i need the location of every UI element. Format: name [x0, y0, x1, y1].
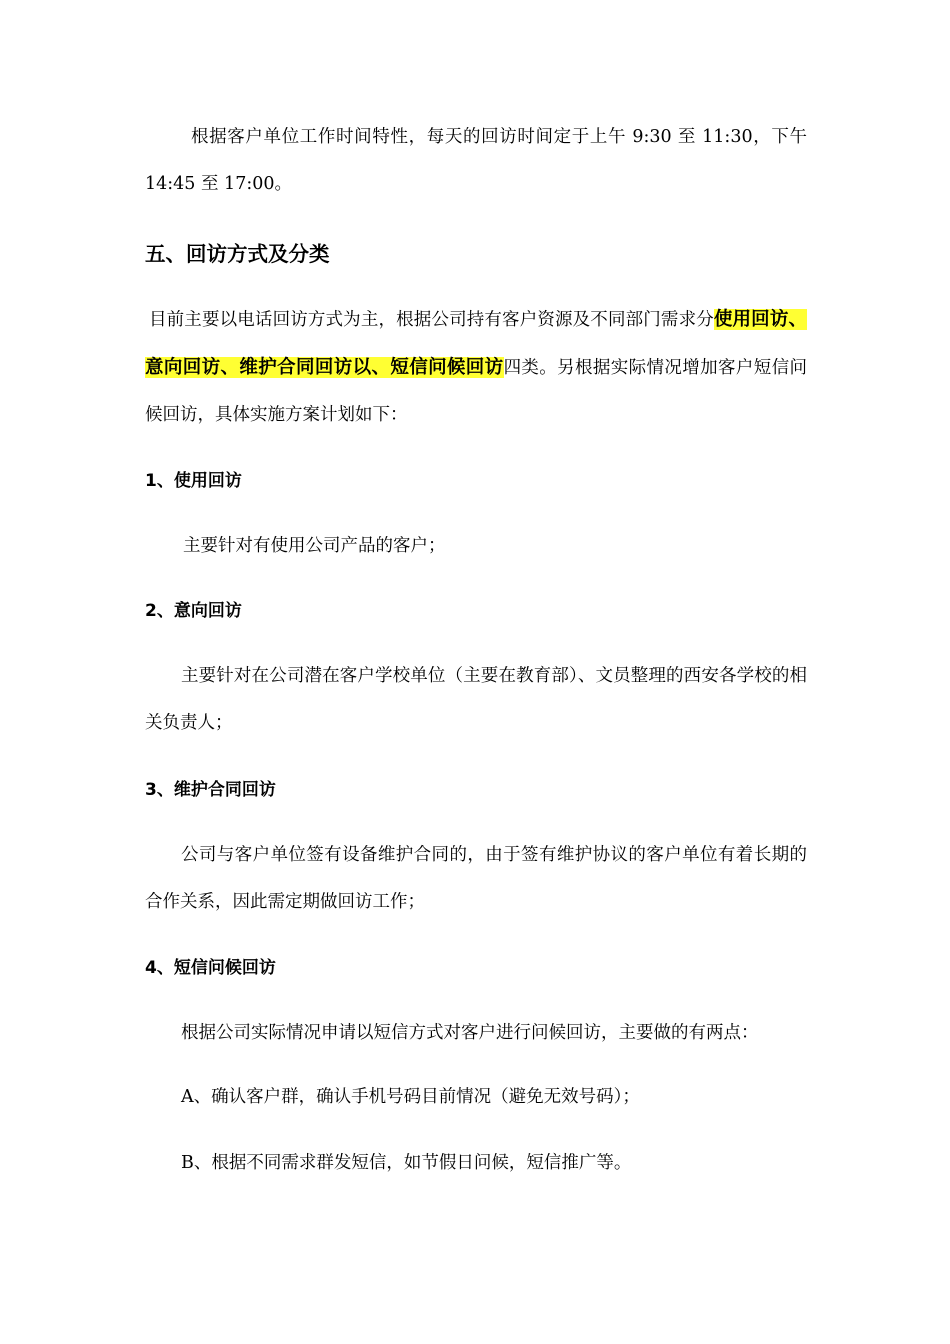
item4-body: 根据公司实际情况申请以短信方式对客户进行问候回访，主要做的有两点：: [181, 1023, 759, 1043]
intro-highlight: 使用回访、意向回访、维护合同回访以、短信问候回访: [145, 309, 807, 378]
section-title: 五、回访方式及分类: [145, 242, 330, 266]
item1-body: 主要针对有使用公司产品的客户；: [183, 536, 446, 556]
item3-title: 3、维护合同回访: [145, 780, 276, 800]
item3-title-block: [145, 776, 807, 804]
item1-body-block: [145, 523, 807, 570]
section-title-block: [145, 239, 807, 269]
intro-before: 目前主要以电话回访方式为主，根据公司持有客户资源及不同部门需求分: [149, 310, 714, 330]
intro-after: 四类。另根据实际情况增加客户短信问候回访，具体实施方案计划如下：: [145, 358, 807, 425]
time-schedule-paragraph: [145, 114, 807, 208]
item3-body: 公司与客户单位签有设备维护合同的，由于签有维护协议的客户单位有着长期的合作关系，因此需定期做回访工作；: [145, 845, 807, 912]
item2-title-block: [145, 597, 807, 625]
item4-a-block: [145, 1074, 807, 1121]
item4-a: A、确认客户群，确认手机号码目前情况（避免无效号码）；: [181, 1087, 640, 1107]
intro-paragraph: [145, 296, 807, 439]
item4-title-block: [145, 954, 807, 982]
item2-body-block: [145, 653, 807, 747]
intro-text: [145, 296, 807, 439]
item4-title: 4、短信问候回访: [145, 958, 276, 978]
time-schedule-text: 根据客户单位工作时间特性，每天的回访时间定于上午 9:30 至 11:30，下午 14:45 至 17:00。: [145, 127, 807, 194]
item4-body-block: [145, 1010, 807, 1057]
item1-title-block: [145, 467, 807, 495]
item4-b: B、根据不同需求群发短信，如节假日问候，短信推广等。: [181, 1153, 632, 1173]
item4-b-block: [145, 1140, 807, 1187]
item2-title: 2、意向回访: [145, 601, 242, 621]
item1-title: 1、使用回访: [145, 471, 242, 491]
item3-body-block: [145, 832, 807, 926]
item2-body: 主要针对在公司潜在客户学校单位（主要在教育部）、文员整理的西安各学校的相关负责人；: [145, 666, 807, 733]
